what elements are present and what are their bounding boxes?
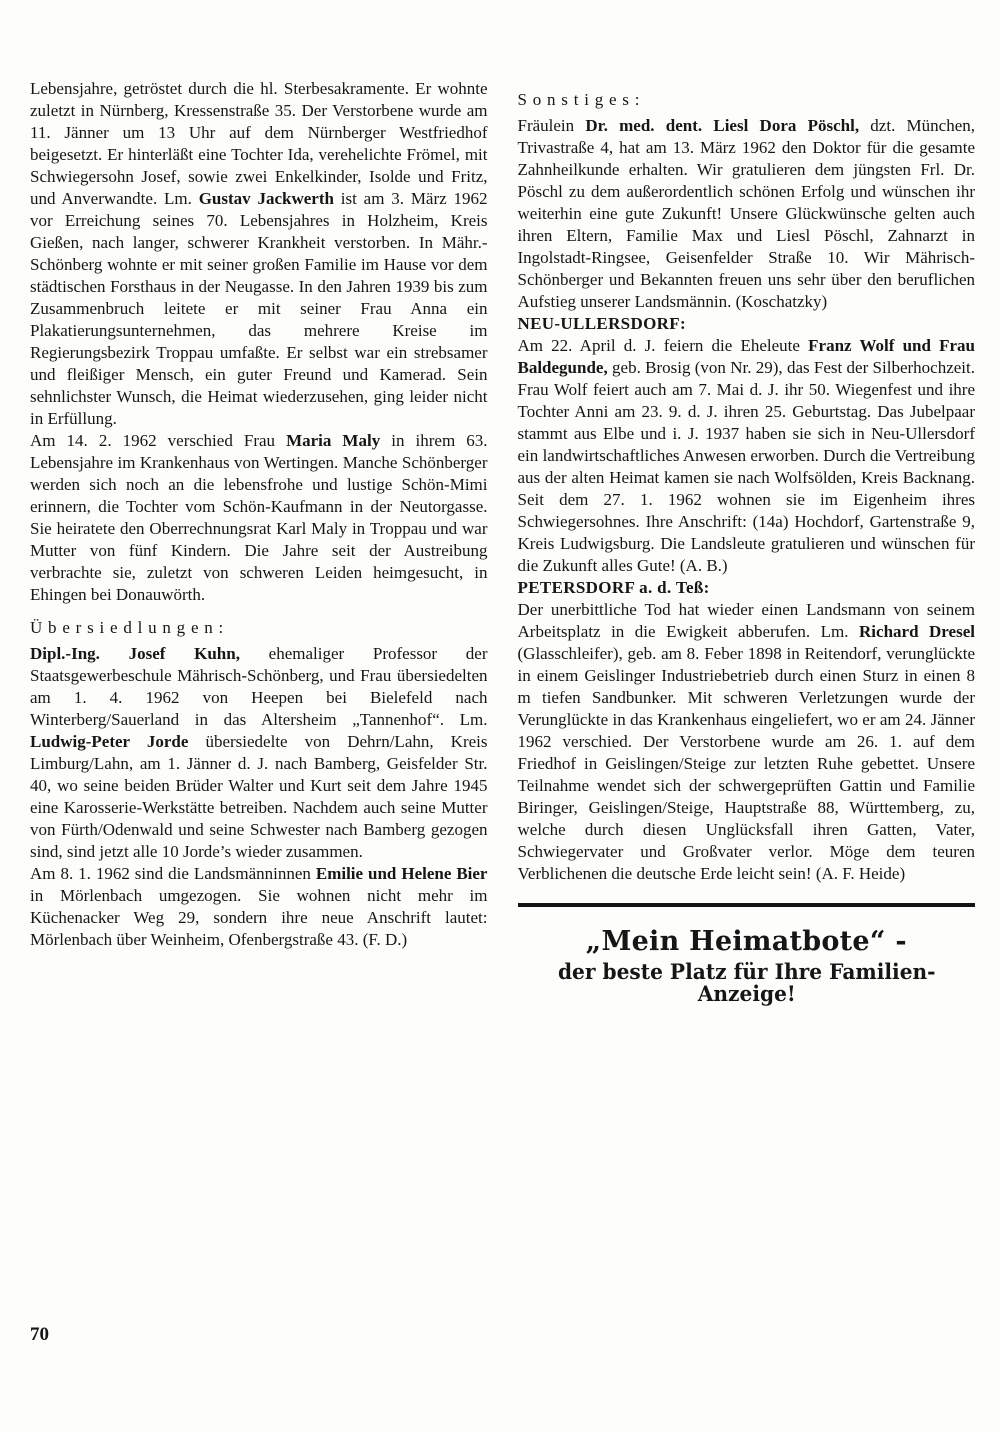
bold-name-text: Gustav Jackwerth — [198, 189, 334, 208]
paragraph — [30, 430, 488, 606]
place-heading: NEU-ULLERSDORF: — [517, 314, 687, 333]
bold-name-text: Ludwig-Peter Jorde — [30, 732, 189, 751]
ad-subline: der beste Platz für Ihre Familien-Anzeige! — [557, 959, 936, 1006]
text-columns — [30, 78, 975, 1005]
bold-name-text: Dr. med. dent. Liesl Dora Pöschl, — [585, 116, 860, 135]
bold-name-text: Dipl.-Ing. Josef Kuhn, — [30, 644, 240, 663]
body-text: (Glasschleifer), geb. am 8. Feber 1898 in Reitendorf, verunglückte in einem Geislinger Industriebetrieb durch einen Sturz in einen 8 m tiefen Sandbunker. Mit schweren Verletzungen wurde der Verunglückte in das Krankenhaus eingeliefert, wo er am 24. Jänner 1962 verschied. Der Verstorbene wurde am 26. 1. auf dem Friedhof in Geislingen/Steige zur letzten Ruhe gebettet. Unsere Teilnahme wendet sich der schwergeprüften Gattin und Familie Biringer, Geislingen/Steige, Hauptstraße 88, Württemberg, zu, welche durch diesen Unglücksfall ihren Gatten, Vater, Schwiegervater und Großvater verlor. Möge dem teuren Verblichenen die deutsche Erde leicht sein! (A. F. Heide) — [517, 644, 975, 883]
bold-name-text: Maria Maly — [286, 431, 381, 450]
paragraph — [30, 643, 488, 863]
body-text: ist am 3. März 1962 vor Erreichung seines 70. Lebensjahres in Holzheim, Kreis Gießen, nach langer, schwerer Krankheit verstorben. In Mähr.-Schönberg wohnte er mit seiner großen Familie im Hause vor dem städtischen Forsthaus in der Neugasse. In den Jahren 1939 bis zum Zusammenbruch leitete er mit seiner Frau Anna ein Plakatierungsunternehmen, das mehrere Kreise im Regierungsbezirk Troppau umfaßte. Er selbst war ein strebsamer und fleißiger Mensch, ein guter Freund und Kamerad. Sein sehnlichster Wunsch, die Heimat wiederzusehen, ging leider nicht in Erfüllung. — [30, 189, 488, 428]
paragraph — [518, 115, 976, 313]
paragraph — [518, 599, 976, 885]
paragraph — [518, 335, 976, 577]
body-text: in Mörlenbach umgezogen. Sie wohnen nicht mehr im Küchenacker Weg 29, sondern ihre neue Anschrift lautet: Mörlenbach über Weinheim, Ofenbergstraße 43. (F. D.) — [30, 886, 488, 949]
advertisement — [518, 903, 976, 1005]
bold-name-text: Richard Dresel — [859, 622, 975, 641]
body-text: übersiedelte von Dehrn/Lahn, Kreis Limburg/Lahn, am 1. Jänner d. J. nach Bamberg, Geisfelder Str. 40, wo seine beiden Brüder Walter und Kurt seit dem Jahre 1945 eine Karosserie-Werkstätte betreiben. Nachdem auch seine Mutter von Fürth/Odenwald und seine Schwester nach Bamberg gezogen sind, sind jetzt alle 10 Jorde’s wieder zusammen. — [30, 732, 488, 861]
column-right-text — [518, 89, 976, 885]
body-text: Lebensjahre, getröstet durch die hl. Sterbesakramente. Er wohnte zuletzt in Nürnberg, Kressenstraße 35. Der Verstorbene wurde am 11. Jänner um 13 Uhr auf dem Nürnberger Westfriedhof beigesetzt. Er hinterläßt eine Tochter Ida, verehelichte Frömel, mit Schwiegersohn Josef, sowie zwei Enkelkinder, Isolde und Fritz, und Anverwandte. Lm. — [30, 79, 488, 208]
bold-name-text: Emilie und Helene Bier — [315, 864, 488, 883]
section-heading: Sonstiges: — [517, 90, 646, 109]
column-left — [30, 78, 488, 1005]
section-heading: Übersiedlungen: — [30, 618, 230, 637]
place-heading: PETERSDORF a. d. Teß: — [517, 578, 710, 597]
body-text: Am 22. April d. J. feiern die Eheleute — [517, 336, 809, 355]
body-text: geb. Brosig (von Nr. 29), das Fest der Silberhochzeit. Frau Wolf feiert auch am 7. Mai d. J. ihr 50. Wiegenfest und ihre Tochter Anni am 23. 9. d. J. ihren 25. Geburtstag. Das Jubelpaar stammt aus Elbe und i. J. 1937 haben sie sich in Neu-Ullersdorf ein landwirtschaftliches Anwesen erworben. Durch die Vertreibung aus der alten Heimat kamen sie nach Wolfsölden, Kreis Backnang. Seit dem 27. 1. 1962 wohnen sie im Eigenheim ihres Schwiegersohnes. Ihre Anschrift: (14a) Hochdorf, Gartenstraße 9, Kreis Ludwigsburg. Die Landsleute gratulieren und wünschen für die Zukunft alles Gute! (A. B.) — [517, 358, 975, 575]
body-text: Fräulein — [517, 116, 586, 135]
divider-rule — [518, 903, 976, 907]
body-text: in ihrem 63. Lebensjahre im Krankenhaus von Wertingen. Manche Schönberger werden sich noch an die lebensfrohe und lustige Schön-Mimi erinnern, die Tochter vom Schön-Kaufmann in der Neutorgasse. Sie heiratete den Oberrechnungsrat Karl Maly in Troppau und war Mutter von fünf Kindern. Die Jahre seit der Austreibung verbrachte sie, zuletzt von schweren Leiden heimgesucht, in Ehingen bei Donauwörth. — [30, 431, 488, 604]
bold-name-text: Franz Wolf und Frau Baldegunde, — [517, 336, 975, 377]
body-text: ehemaliger Professor der Staatsgewerbeschule Mährisch-Schönberg, und Frau übersiedelten am 1. 4. 1962 von Heepen bei Bielefeld nach Winterberg/Sauerland in das Altersheim „Tannenhof“. Lm. — [30, 644, 488, 729]
ad-headline: „Mein Heimatbote“ - — [585, 926, 907, 957]
body-text: Am 14. 2. 1962 verschied Frau — [30, 431, 287, 450]
body-text: Der unerbittliche Tod hat wieder einen Landsmann von seinem Arbeitsplatz in die Ewigkeit abberufen. Lm. — [517, 600, 975, 641]
column-right — [518, 78, 976, 1005]
paragraph — [30, 78, 488, 430]
body-text: Am 8. 1. 1962 sind die Landsmänninnen — [30, 864, 316, 883]
body-text: dzt. München, Trivastraße 4, hat am 13. März 1962 den Doktor für die gesamte Zahnheilkunde erhalten. Wir gratulieren dem jüngsten Frl. Dr. Pöschl zu dem außerordentlich schönen Erfolg und wünschen ihr weiterhin eine gute Zukunft! Unsere Glückwünsche gelten auch ihren Eltern, Familie Max und Liesl Pöschl, Zahnarzt in Ingolstadt-Ringsee, Geisenfelder Straße 10. Wir Mährisch-Schönberger und Bekannten freuen uns sehr über den beruflichen Aufstieg unserer Landsmännin. (Koschatzky) — [517, 116, 976, 311]
page-number: 70 — [30, 1324, 49, 1345]
paragraph — [30, 863, 488, 951]
